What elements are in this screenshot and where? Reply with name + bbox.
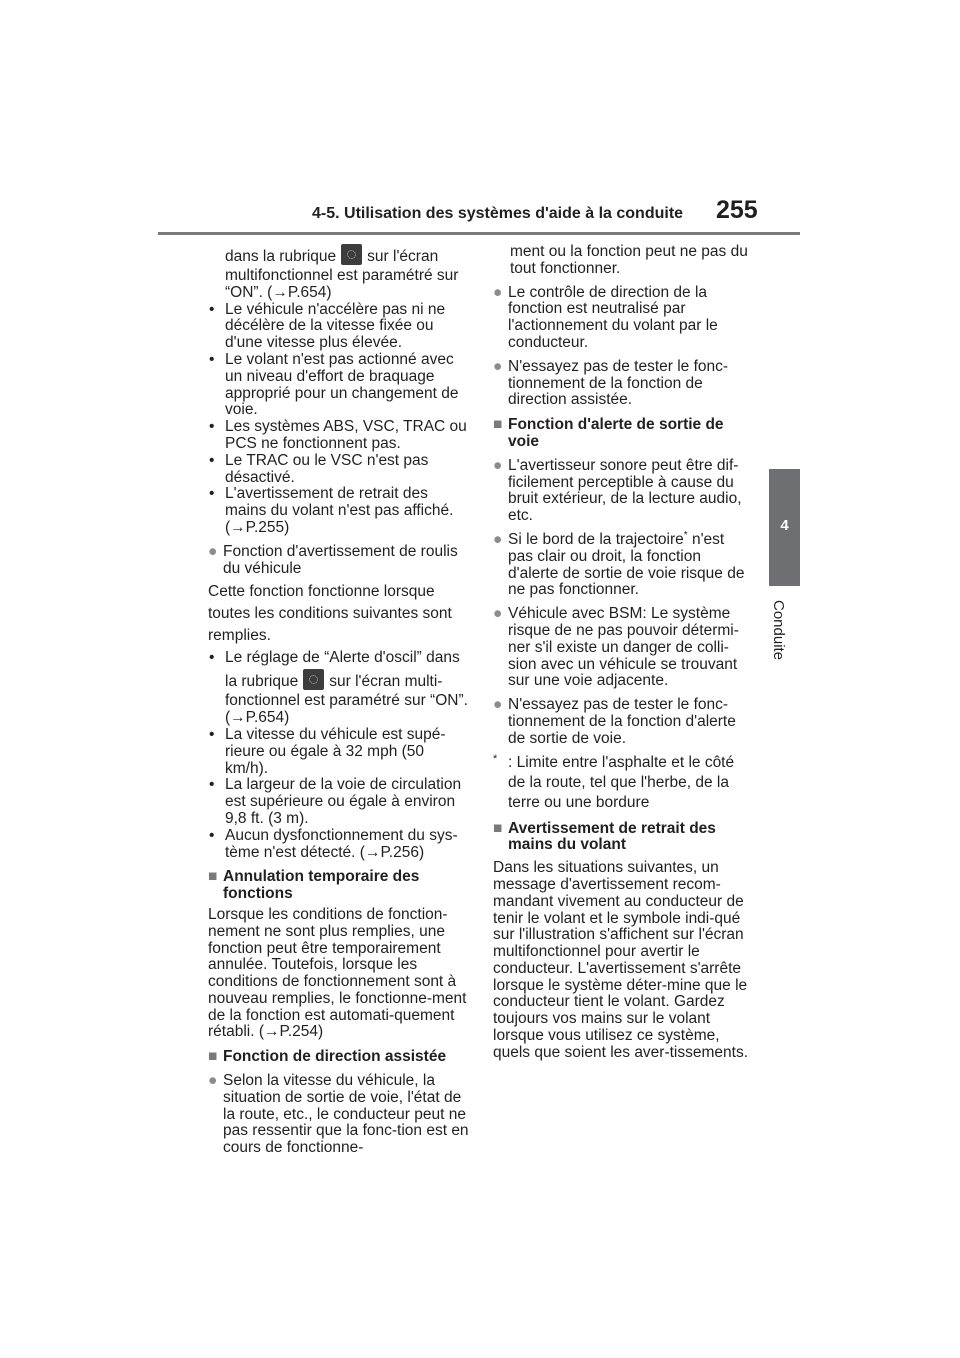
list-item: • La vitesse du véhicule est supé-rieure ou égale à 32 mph (50 km/h).	[209, 725, 446, 777]
bullet-item: ● N'essayez pas de tester le fonc-tionnement de la fonction d'alerte de sortie de voie.	[493, 696, 736, 747]
section-heading: ■ Avertissement de retrait des mains du volant	[493, 819, 716, 854]
list-item: • Le volant n'est pas actionné avec un niveau d'effort de braquage approprié pour un changement de voie.	[209, 350, 459, 419]
bullet-item: ● L'avertisseur sonore peut être dif-ficilement perceptible à cause du bruit extérieur, de la lecture audio, etc.	[493, 456, 742, 525]
header-rule	[158, 232, 800, 235]
section-heading: ■ Fonction de direction assistée	[208, 1048, 447, 1066]
settings-gear-icon	[341, 244, 362, 265]
chapter-number: 4	[780, 517, 789, 534]
list-item: • Le TRAC ou le VSC n'est pas désactivé.	[209, 451, 429, 486]
paragraph: Lorsque les conditions de fonction-nement ne sont plus remplies, une fonction peut être temporairement annulée. Toutefois, lorsque les conditions de fonctionnement sont à nouveau remplies, le fonctionne-ment de la fonction est automati-quement rétabli. (→P.254)	[208, 905, 467, 1041]
page-number: 255	[716, 196, 758, 224]
bullet-item: ● N'essayez pas de tester le fonc-tionnement de la fonction de direction assistée.	[493, 357, 729, 409]
continued-line: multifonctionnel est paramétré sur	[225, 267, 459, 284]
bullet-item: ● Selon la vitesse du véhicule, la situation de sortie de voie, l'état de la route, etc., le conducteur peut ne pas ressentir que la fonc-tion est en cours de fonctionne-	[208, 1072, 469, 1157]
continued-line: fonctionnel est paramétré sur “ON”. (→P.654)	[225, 692, 468, 727]
left-column	[208, 244, 470, 1157]
list-item: • Le réglage de “Alerte d'oscil” dans	[209, 649, 460, 667]
paragraph: Dans les situations suivantes, un message d'avertissement recom-mandant vivement au conducteur de tenir le volant et le symbole indi-qué sur l'illustration s'affichent sur l'écran multifonctionnel pour avertir le conducteur. L'avertissement s'arrête lorsque le système déter-mine que le conducteur tient le volant. Gardez toujours vos mains sur le volant lorsque vous utilisez ce système, quels que soient les aver-tissements.	[493, 859, 749, 1061]
list-item: • Les systèmes ABS, VSC, TRAC ou PCS ne fonctionnent pas.	[209, 418, 467, 452]
settings-gear-icon	[303, 669, 324, 690]
continued-line: dans la rubrique sur l'écran	[208, 244, 470, 268]
section-heading: ■ Fonction d'alerte de sortie de voie	[493, 416, 724, 450]
right-column	[493, 244, 751, 1062]
list-item: • La largeur de la voie de circulation est supérieure ou égale à environ 9,8 ft. (3 m).	[209, 776, 462, 827]
continued-line: “ON”. (→P.654)	[225, 283, 332, 301]
section-heading: ■ Annulation temporaire des fonctions	[208, 868, 420, 903]
chapter-label: Conduite	[770, 600, 787, 661]
footnote: * : Limite entre l'asphalte et le côté de la route, tel que l'herbe, de la terre ou une bordure	[493, 752, 735, 811]
list-item: • Le véhicule n'accélère pas ni ne décélère de la vitesse fixée ou d'une vitesse plus élevée.	[209, 300, 446, 352]
list-item: • L'avertissement de retrait des mains du volant n'est pas affiché. (→P.255)	[209, 485, 454, 536]
continued-line: la rubrique sur l'écran multi-	[208, 669, 470, 693]
section-header-title: 4-5. Utilisation des systèmes d'aide à la conduite	[312, 205, 684, 222]
bullet-item: ● Si le bord de la trajectoire* n'est pas clair ou droit, la fonction d'alerte de sortie de voie risque de ne pas fonctionner.	[493, 529, 745, 599]
bullet-item: ● Véhicule avec BSM: Le système risque de ne pas pouvoir détermi-ner s'il existe un danger de colli-sion avec un véhicule se trouvant sur une voie adjacente.	[493, 605, 739, 690]
bullet-item: ● Fonction d'avertissement de roulis du véhicule	[208, 542, 458, 577]
paragraph: Cette fonction fonctionne lorsque toutes les conditions suivantes sont remplies.	[208, 583, 452, 645]
continued-line: ment ou la fonction peut ne pas du tout fonctionner.	[510, 243, 748, 277]
list-item: • Aucun dysfonctionnement du sys-tème n'est détecté. (→P.256)	[209, 826, 458, 861]
bullet-item: ● Le contrôle de direction de la fonction est neutralisé par l'actionnement du volant par le conducteur.	[493, 283, 718, 351]
